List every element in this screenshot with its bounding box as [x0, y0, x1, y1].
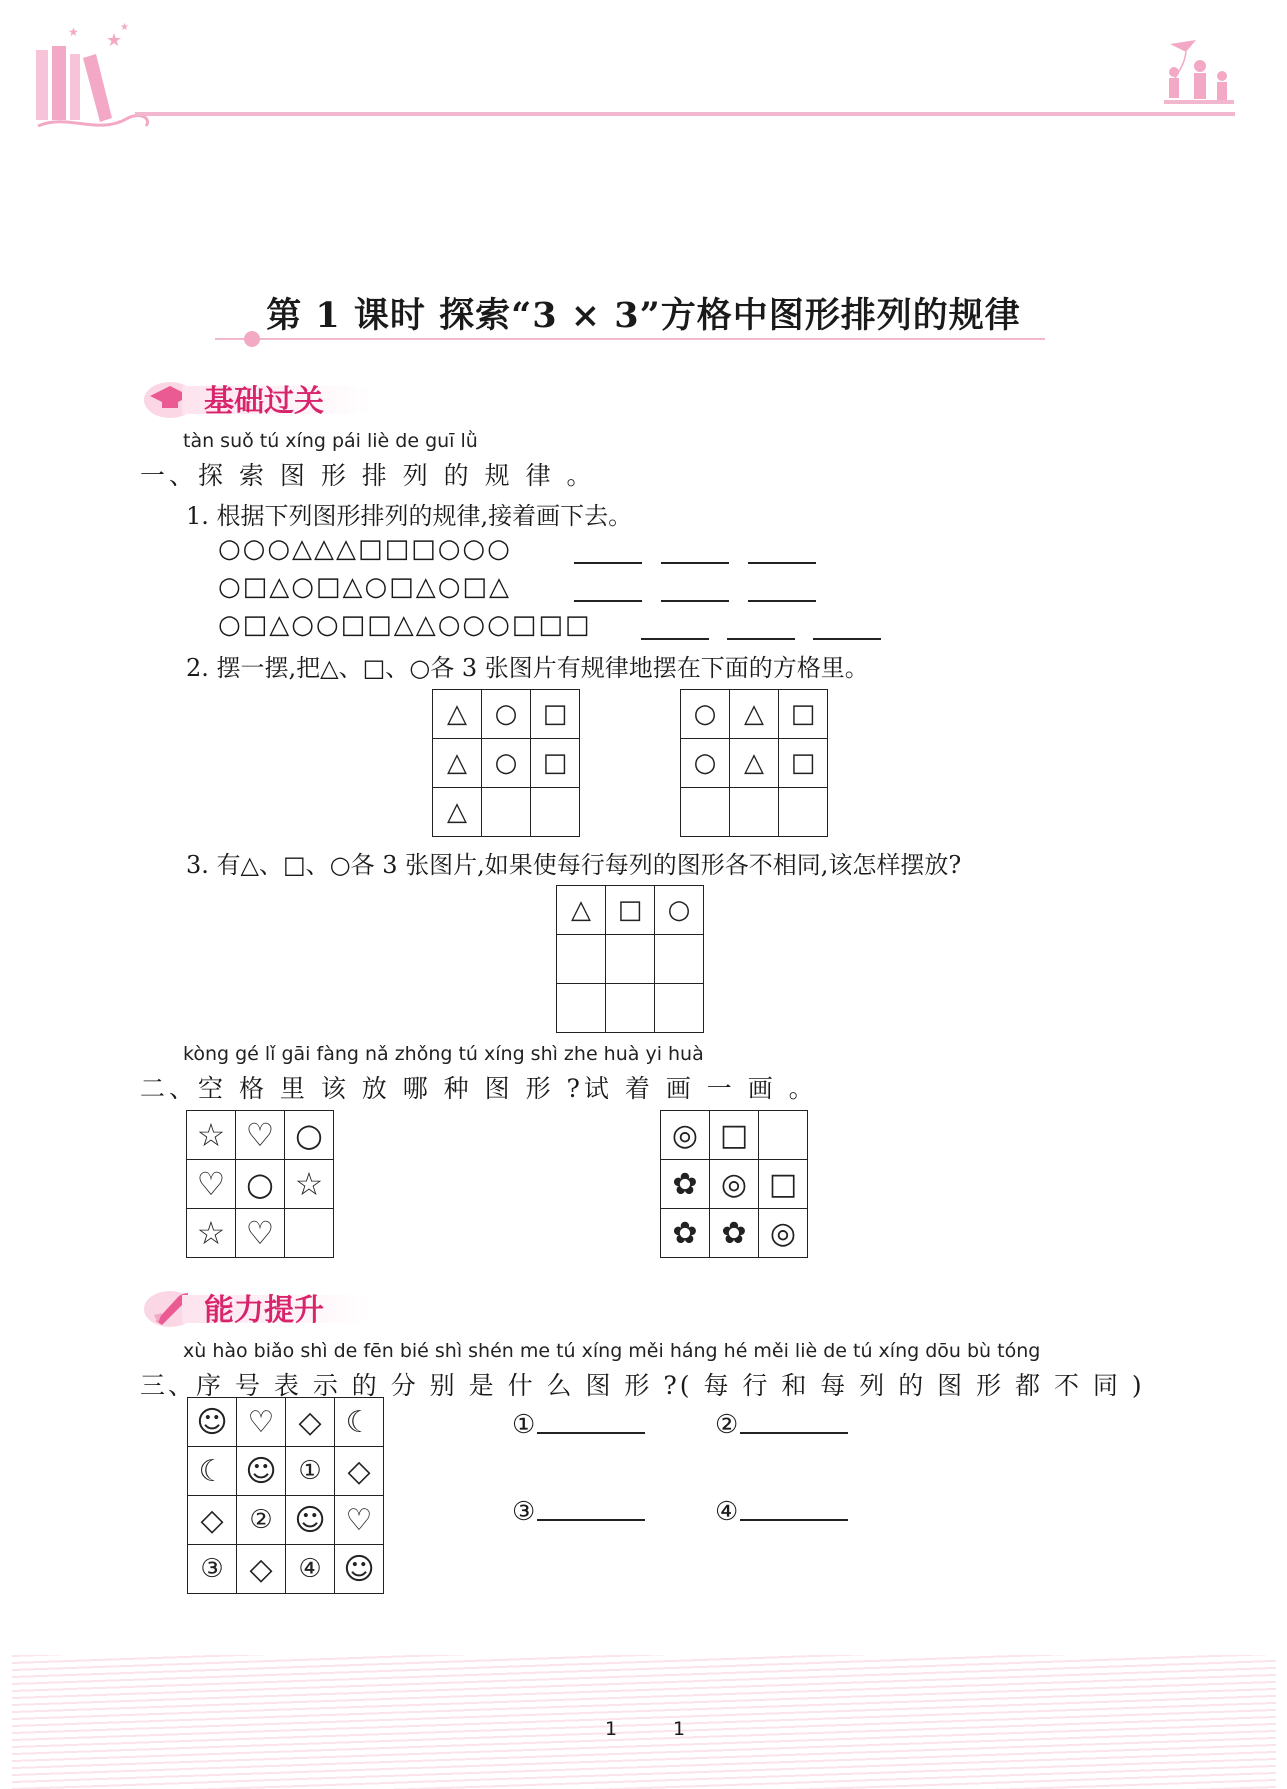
page-number-right: 1 [673, 1718, 686, 1740]
svg-text:★: ★ [120, 22, 129, 33]
grid-cell: □ [779, 739, 828, 788]
grid-cell: △ [433, 690, 482, 739]
answer-4-line[interactable] [740, 1519, 848, 1521]
grid-cell-empty[interactable] [606, 984, 655, 1033]
grid-cell-empty[interactable] [531, 788, 580, 837]
section-basic-label: 基础过关 [204, 384, 324, 419]
answer-2[interactable] [715, 1410, 848, 1440]
grid-cell: △ [730, 739, 779, 788]
blank-2-1[interactable] [574, 600, 642, 602]
grid-cell: ☆ [187, 1111, 236, 1160]
grid-cell: △ [433, 788, 482, 837]
grid-cell: ④ [286, 1545, 335, 1594]
grid-q2-b [660, 1110, 808, 1258]
grid-cell: ◎ [661, 1111, 710, 1160]
grid-cell: □ [759, 1160, 808, 1209]
grid-cell-empty[interactable] [759, 1111, 808, 1160]
grid-cell: △ [557, 886, 606, 935]
grid-cell: ♡ [335, 1496, 384, 1545]
grid-cell: ☺ [188, 1398, 237, 1447]
sequence-3: ○□△○○□□△△○○○□□□ [218, 610, 592, 640]
grid-cell: ♡ [236, 1209, 285, 1258]
grid-cell: ○ [681, 690, 730, 739]
grid-cell: ✿ [710, 1209, 759, 1258]
grid-cell: ○ [681, 739, 730, 788]
grid-q3 [187, 1397, 384, 1594]
grid-cell: ○ [482, 690, 531, 739]
grid-cell: ☾ [188, 1447, 237, 1496]
sequence-1: ○○○△△△□□□○○○ [218, 534, 512, 564]
grid-cell: △ [433, 739, 482, 788]
grid-cell-empty[interactable] [779, 788, 828, 837]
grid-cell: ○ [285, 1111, 334, 1160]
grid-cell: ♡ [236, 1111, 285, 1160]
grid-cell: ☆ [285, 1160, 334, 1209]
blank-2-2[interactable] [661, 600, 729, 602]
answer-3[interactable] [512, 1497, 645, 1527]
grid-cell: ☾ [335, 1398, 384, 1447]
q2-pinyin: kòng gé lǐ gāi fàng nǎ zhǒng tú xíng shì zhe huà yi huà [183, 1043, 704, 1065]
q1-pinyin: tàn suǒ tú xíng pái liè de guī lǜ [183, 430, 478, 452]
grid-cell: ✿ [661, 1160, 710, 1209]
svg-text:★: ★ [106, 30, 123, 51]
svg-text:★: ★ [68, 25, 79, 39]
answer-3-label: ③ [512, 1497, 536, 1527]
q2-title: 二、空 格 里 该 放 哪 种 图 形 ?试 着 画 一 画 。 [140, 1074, 818, 1103]
grid-cell: ○ [236, 1160, 285, 1209]
answer-3-line[interactable] [537, 1519, 645, 1521]
grid-q1-2a [432, 689, 580, 837]
answer-2-line[interactable] [740, 1432, 848, 1434]
grid-cell: ◇ [237, 1545, 286, 1594]
grid-cell: ② [237, 1496, 286, 1545]
grid-cell: ♡ [187, 1160, 236, 1209]
grid-cell-empty[interactable] [655, 984, 704, 1033]
grid-cell: ✿ [661, 1209, 710, 1258]
grid-cell-empty[interactable] [557, 984, 606, 1033]
page-number-left: 1 [605, 1718, 618, 1740]
blank-3-1[interactable] [641, 638, 709, 640]
answer-2-label: ② [715, 1410, 739, 1440]
grid-cell: ◎ [710, 1160, 759, 1209]
grid-q1-2b [680, 689, 828, 837]
q3-pinyin: xù hào biǎo shì de fēn bié shì shén me tú xíng měi háng hé měi liè de tú xíng dōu bù tóng [183, 1340, 1041, 1362]
footer-stripes [12, 1655, 1276, 1789]
section-basic-badge [142, 376, 372, 420]
answer-1-line[interactable] [537, 1432, 645, 1434]
grid-cell-empty[interactable] [681, 788, 730, 837]
grid-cell: ◇ [335, 1447, 384, 1496]
grid-cell: ③ [188, 1545, 237, 1594]
q1-sub2: 2. 摆一摆,把△、□、○各 3 张图片有规律地摆在下面的方格里。 [186, 654, 869, 682]
grid-cell-empty[interactable] [606, 935, 655, 984]
title-dot [244, 331, 260, 347]
q3-title: 三、序 号 表 示 的 分 别 是 什 么 图 形 ?( 每 行 和 每 列 的 图 形 都 不 同 ) [140, 1371, 1145, 1400]
grid-cell-empty[interactable] [482, 788, 531, 837]
grid-cell: ☺ [237, 1447, 286, 1496]
grid-cell: ☆ [187, 1209, 236, 1258]
blank-1-1[interactable] [574, 562, 642, 564]
header-line [135, 112, 1235, 116]
grid-cell: ☺ [286, 1496, 335, 1545]
grid-cell-empty[interactable] [655, 935, 704, 984]
grid-cell: ○ [482, 739, 531, 788]
sequence-2: ○□△○□△○□△○□△ [218, 572, 511, 602]
grid-q2-a [186, 1110, 334, 1258]
grid-cell: ☺ [335, 1545, 384, 1594]
grid-cell: □ [606, 886, 655, 935]
answer-4[interactable] [715, 1497, 848, 1527]
grid-cell: ◇ [188, 1496, 237, 1545]
q1-title: 一、探 索 图 形 排 列 的 规 律 。 [140, 461, 596, 490]
grid-cell: ① [286, 1447, 335, 1496]
grid-cell: ♡ [237, 1398, 286, 1447]
blank-3-3[interactable] [813, 638, 881, 640]
blank-3-2[interactable] [727, 638, 795, 640]
grid-cell: □ [531, 690, 580, 739]
grid-cell-empty[interactable] [285, 1209, 334, 1258]
grid-cell: ○ [655, 886, 704, 935]
q1-sub3: 3. 有△、□、○各 3 张图片,如果使每行每列的图形各不相同,该怎样摆放? [186, 851, 962, 879]
grid-cell: □ [779, 690, 828, 739]
answer-4-label: ④ [715, 1497, 739, 1527]
grid-cell: □ [531, 739, 580, 788]
grid-cell: ◎ [759, 1209, 808, 1258]
q1-sub1: 1. 根据下列图形排列的规律,接着画下去。 [186, 502, 633, 530]
blank-2-3[interactable] [748, 600, 816, 602]
blank-1-2[interactable] [661, 562, 729, 564]
grid-cell-empty[interactable] [557, 935, 606, 984]
section-advanced-label: 能力提升 [204, 1293, 324, 1328]
grid-cell-empty[interactable] [730, 788, 779, 837]
grid-q1-3 [556, 885, 704, 1033]
section-advanced-badge [142, 1285, 372, 1329]
blank-1-3[interactable] [748, 562, 816, 564]
grid-cell: ◇ [286, 1398, 335, 1447]
answer-1-label: ① [512, 1410, 536, 1440]
title-underline [215, 338, 1045, 340]
grid-cell: △ [730, 690, 779, 739]
kids-kite-icon [1160, 36, 1240, 116]
page-title: 第 1 课时 探索“3 × 3”方格中图形排列的规律 [266, 295, 1021, 336]
answer-1[interactable] [512, 1410, 645, 1440]
grid-cell: □ [710, 1111, 759, 1160]
